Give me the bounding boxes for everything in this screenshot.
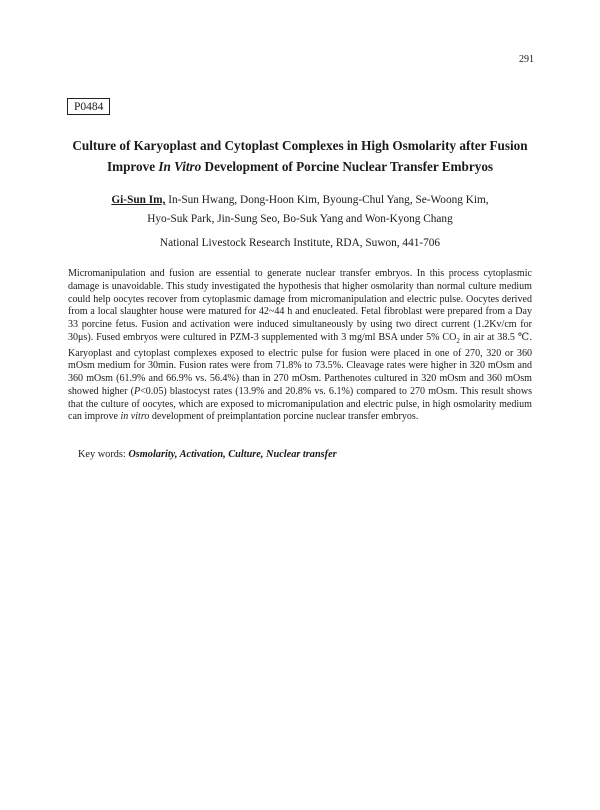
p-value-symbol: P: [133, 385, 141, 397]
co-authors: In-Sun Hwang, Dong-Hoon Kim, Byoung-Chul Yang, Se-Woong Kim,: [165, 194, 489, 206]
abstract-text: Micromanipulation and fusion are essential to generate nuclear transfer embryos. In this process cytoplasmic damage is unavoidable. This study investigated the hypothesis that higher osmolarity than normal culture medium could help oocytes recover from cytoplasmic damage from micromanipulation and electric pulse. Oocytes derived from a local slaughter house were matured for 42~44 h and enucleated. Fetal fibroblast were prepared from a Day 33 porcine fetus. Fusion and activation were induced simultaneously by using two direct current (1.2Kv/cm for 30μs). Fused embryos were cultured in PZM-3 supplemented with 3 mg/ml BSA under 5% CO: [68, 268, 532, 343]
page-number: 291: [519, 54, 534, 65]
paper-title: [40, 135, 560, 177]
title-line-1: Culture of Karyoplast and Cytoplast Complexes in High Osmolarity after Fusion: [72, 138, 528, 153]
keywords-list: Osmolarity, Activation, Culture, Nuclear transfer: [128, 449, 337, 460]
presenting-author: Gi-Sun Im,: [111, 194, 166, 206]
abstract-text: <0.05) blastocyst rates (13.9% and 20.8% vs. 6.1%) compared to 270 mOsm. This result shows that the culture of oocytes, which are exposed to micromanipulation and electric pulse, in high osmolarity medium can improve: [68, 385, 532, 423]
title-italic-in-vitro: In Vitro: [158, 159, 202, 174]
abstract-text: in air at 38.5 ℃. Karyoplast and cytoplast complexes exposed to electric pulse for fusion were placed in one of 270, 320 or 360 mOsm medium for 30min. Fusion rates were from 71.8% to 73.5%. Cleavage rates were higher in 320 mOsm and 360 mOsm (61.9% and 66.9% vs. 56.4%) than in 270 mOsm. Parthenotes cultured in 320 mOsm and 360 mOsm showed higher (: [68, 331, 532, 397]
co2-subscript: 2: [456, 336, 460, 345]
abstract-italic-in-vitro: in vitro: [120, 411, 150, 423]
abstract-body: [68, 268, 532, 424]
title-text: Improve: [106, 159, 159, 174]
abstract-id-box: P0484: [67, 98, 110, 115]
title-line-2: [40, 156, 560, 177]
abstract-text: development of preimplantation porcine nuclear transfer embryos.: [149, 411, 419, 423]
title-text: Development of Porcine Nuclear Transfer Embryos: [201, 159, 494, 174]
authors-line-1: [40, 191, 560, 210]
author-list: [40, 191, 560, 229]
keywords: [78, 448, 337, 461]
keywords-label: Key words:: [78, 449, 129, 460]
affiliation: National Livestock Research Institute, RDA, Suwon, 441-706: [159, 237, 441, 249]
authors-line-2: Hyo-Suk Park, Jin-Sung Seo, Bo-Suk Yang and Won-Kyong Chang: [147, 213, 453, 225]
